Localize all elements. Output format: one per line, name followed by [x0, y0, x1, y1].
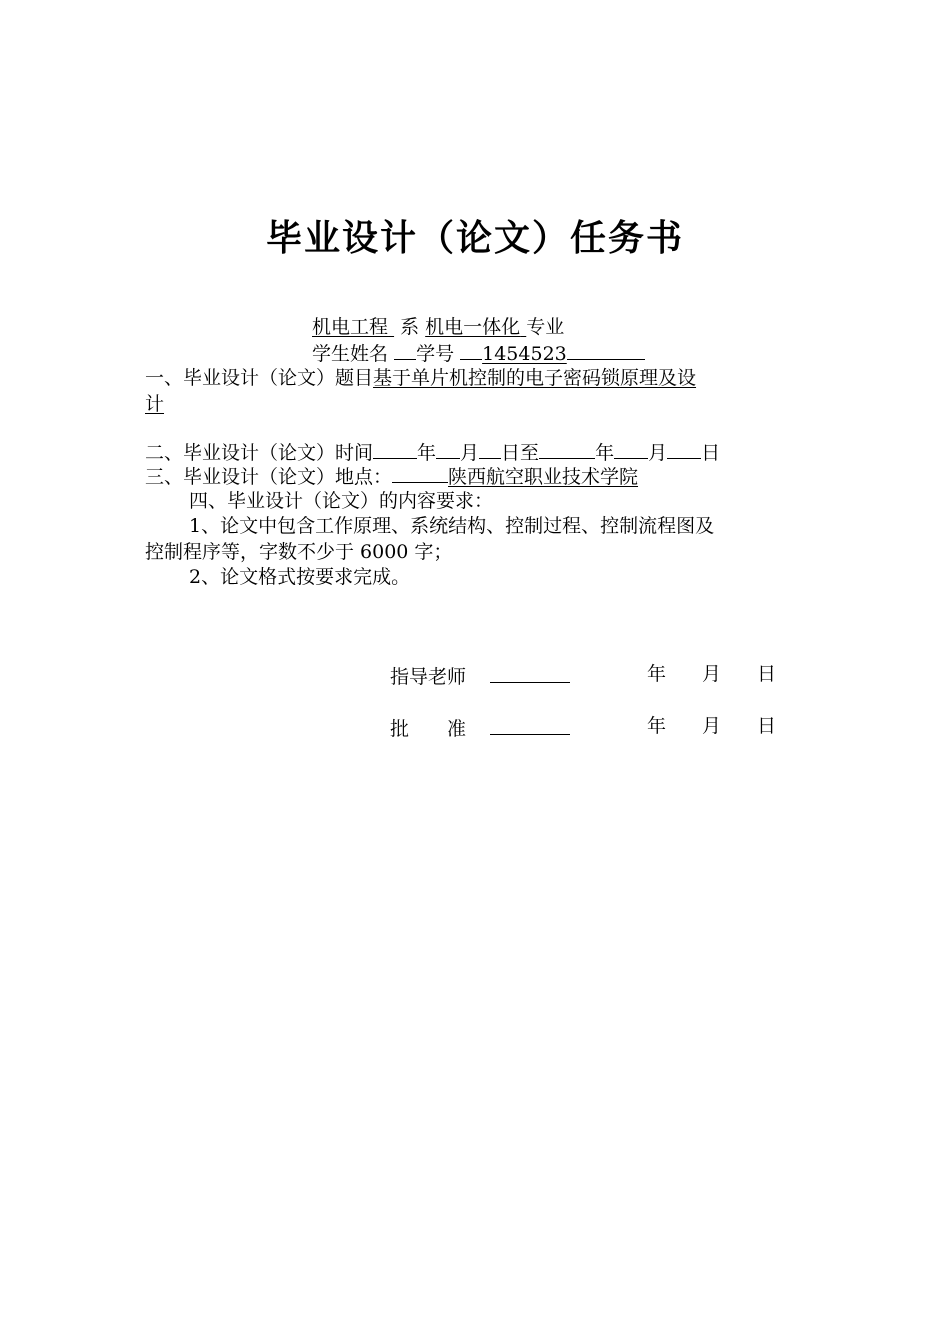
requirement-2: 2、论文格式按要求完成。 [189, 566, 411, 588]
place-value: 陕西航空职业技术学院 [448, 466, 639, 488]
page-title: 毕业设计（论文）任务书 [265, 218, 684, 259]
approve-signature-row [390, 714, 570, 741]
major-suffix: 专业 [526, 316, 565, 338]
department-suffix: 系 [400, 316, 420, 338]
student-name-label: 学生姓名 [312, 343, 389, 365]
topic-line-2 [145, 392, 164, 416]
student-id-label: 学号 [416, 343, 455, 365]
content-label: 四、毕业设计（论文）的内容要求： [189, 490, 494, 512]
place-label: 三、毕业设计（论文）地点： [145, 466, 393, 488]
topic-value: 基于单片机控制的电子密码锁原理及设 [373, 367, 697, 389]
topic-value-cont: 计 [145, 393, 165, 415]
student-name-blank [394, 341, 416, 360]
student-id-value: 1454523 [482, 343, 567, 365]
advisor-signature-row [390, 662, 570, 689]
advisor-label: 指导老师 [390, 666, 467, 688]
approve-label: 批 准 [390, 718, 467, 740]
advisor-signature-line [490, 662, 570, 683]
approve-signature-line [490, 714, 570, 735]
time-label: 二、毕业设计（论文）时间 [145, 442, 374, 464]
topic-line [145, 366, 696, 390]
requirement-1-line-2: 控制程序等，字数不少于 6000 字； [145, 541, 453, 563]
major-value: 机电一体化 [425, 316, 521, 338]
requirement-1-line-1: 1、论文中包含工作原理、系统结构、控制过程、控制流程图及 [189, 515, 715, 537]
department-value: 机电工程 [312, 316, 389, 338]
topic-label: 一、毕业设计（论文）题目 [145, 367, 374, 389]
advisor-date: 年 月 日 [647, 663, 777, 685]
approve-date: 年 月 日 [647, 715, 777, 737]
student-line [312, 341, 645, 366]
time-line: 二、毕业设计（论文）时间 年 月 日至 年 月 日 [145, 442, 721, 464]
place-line [145, 464, 638, 489]
department-line [312, 315, 564, 339]
